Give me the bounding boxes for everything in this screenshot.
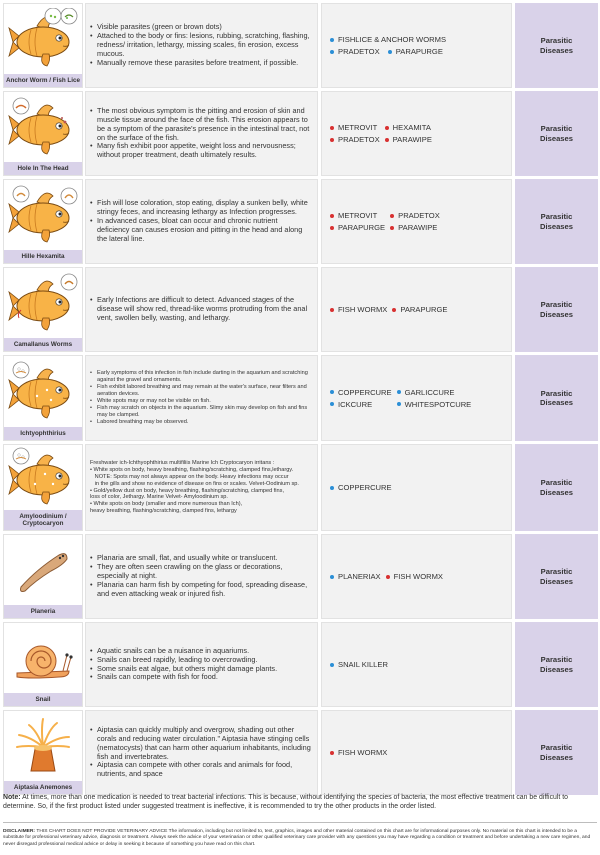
medication-name: PARAPURGE — [395, 47, 443, 56]
bullet-dot-icon — [397, 402, 401, 406]
medications-cell — [321, 91, 512, 176]
medication-name: HEXAMITA — [392, 123, 431, 132]
medication-name: FISH WORMX — [393, 572, 443, 581]
medication-item — [390, 211, 440, 220]
medication-item — [386, 572, 443, 581]
symptom-item: • Labored breathing may be observed. — [90, 419, 311, 426]
medication-name: PRADETOX — [338, 47, 380, 56]
disease-image-cell — [3, 444, 83, 531]
disease-image-cell — [3, 355, 83, 441]
medication-item — [330, 135, 380, 144]
medications-cell — [321, 622, 512, 707]
bullet-dot-icon — [397, 390, 401, 394]
medications-cell — [321, 710, 512, 795]
divider — [3, 822, 597, 823]
medication-item — [392, 305, 447, 314]
bullet-dot-icon — [330, 390, 334, 394]
symptom-item: • Early Infections are difficult to detect. Advanced stages of the disease will show red, thread-like worms protruding from the anal vent, swollen belly, wasting, and lethargy. — [90, 296, 311, 323]
disclaimer-paragraph: DISCLAIMER: THIS CHART DOES NOT PROVIDE VETERINARY ADVICE The information, including but not limited to, text, graphics, images and other material contained on this chart are for informational purposes only. No material on this chart is intended to be a substitute for professional veterinary advice, diagnosis or treatment. Always seek the advice of your veterinarian or other qualified veterinary care provider with any questions you may have regarding a condition or treatment and before undertaking a new care regimen, and never disregard professional medical advice or delay in seeking it because of something you have read on this chart. — [3, 829, 591, 847]
disease-name: Planeria — [4, 605, 82, 618]
bullet-dot-icon — [388, 50, 392, 54]
medication-name: METROVIT — [338, 123, 378, 132]
symptoms-cell — [85, 710, 318, 795]
symptom-line: • Gold/yellow dust on body, heavy breathing, flashing/scratching, clamped fins, — [90, 487, 285, 494]
bullet-dot-icon — [392, 308, 396, 312]
medication-item — [397, 400, 472, 409]
symptom-item: • In advanced cases, bloat can occur and chronic nutrient deficiency can causes erosion and pitting in the head and along the lateral line. — [90, 217, 311, 244]
category-label: Parasitic Diseases — [515, 355, 598, 441]
category-label: Parasitic Diseases — [515, 3, 598, 88]
symptoms-cell — [85, 267, 318, 352]
fish-velvet-icon — [4, 445, 82, 510]
medication-name: PLANERIAX — [338, 572, 381, 581]
category-label: Parasitic Diseases — [515, 534, 598, 619]
fish-hexamita-icon — [4, 180, 82, 250]
medications-cell — [321, 355, 512, 441]
medications-cell — [321, 534, 512, 619]
symptoms-cell — [85, 534, 318, 619]
disease-name: Camallanus Worms — [4, 338, 82, 351]
medication-name: PRADETOX — [398, 211, 440, 220]
fish-hole-in-head-icon — [4, 92, 82, 162]
medications-cell — [321, 444, 512, 531]
table-row — [3, 710, 600, 795]
symptom-item: • Fish will lose coloration, stop eating, display a sunken belly, white stringy feces, and increasing lethargy as Infection progresses. — [90, 199, 311, 217]
table-row — [3, 534, 600, 619]
symptoms-cell — [85, 622, 318, 707]
bullet-dot-icon — [390, 226, 394, 230]
medication-item — [385, 135, 432, 144]
symptoms-cell — [85, 444, 318, 531]
table-row — [3, 91, 600, 176]
category-label: Parasitic Diseases — [515, 710, 598, 795]
medication-item — [330, 483, 392, 492]
medication-name: ICKCURE — [338, 399, 373, 409]
planaria-worm-icon — [4, 535, 82, 605]
bullet-dot-icon — [330, 126, 334, 130]
table-row — [3, 622, 600, 707]
symptom-item: • Fish exhibit labored breathing and may remain at the water's surface, near filters and aeration devices. — [90, 384, 311, 398]
symptom-item: • Planaria can harm fish by competing for food, spreading disease, and even attacking weak or injured fish. — [90, 581, 311, 599]
symptom-item: • Manually remove these parasites before treatment, if possible. — [90, 59, 311, 68]
symptom-item: • Early symptoms of this infection in fish include darting in the aquarium and scratching against the gravel and ornaments. — [90, 370, 311, 384]
disease-name: Snail — [4, 693, 82, 706]
medication-item — [330, 305, 387, 314]
symptom-item: • Some snails eat algae, but others might damage plants. — [90, 665, 277, 674]
disease-name: Anchor Worm / Fish Lice — [4, 74, 82, 87]
category-label: Parasitic Diseases — [515, 622, 598, 707]
disease-table — [3, 3, 600, 798]
medication-item — [390, 223, 440, 232]
table-row — [3, 355, 600, 441]
table-row — [3, 179, 600, 264]
category-label: Parasitic Diseases — [515, 179, 598, 264]
symptom-item: • Planaria are small, flat, and usually white or translucent. — [90, 554, 311, 563]
medication-item — [330, 47, 383, 56]
symptom-line: heavy breathing, flashing/scratching, clamped fins, lethargy — [90, 508, 237, 515]
medication-item — [330, 400, 392, 409]
bullet-dot-icon — [330, 214, 334, 218]
symptom-item: • The most obvious symptom is the pitting and erosion of skin and muscle tissue around the face of the fish. This erosion appears to be a symptom of the parasite's presence in the intestinal tract, not on the surface of the fish. — [90, 107, 311, 143]
symptom-item: • Visible parasites (green or brown dots) — [90, 23, 311, 32]
symptom-item: • Snails can breed rapidly, leading to overcrowding. — [90, 656, 277, 665]
table-row — [3, 444, 600, 531]
symptom-item: • Aquatic snails can be a nuisance in aquariums. — [90, 647, 277, 656]
symptom-line: • White spots on body (smaller and more numerous than Ich), — [90, 501, 243, 508]
table-row — [3, 267, 600, 352]
medication-item — [330, 35, 446, 44]
fish-ich-icon — [4, 356, 82, 427]
disease-image-cell — [3, 534, 83, 619]
medication-name: FISHLICE & ANCHOR WORMS — [338, 35, 447, 44]
symptom-item: • Fish may scratch on objects in the aquarium. Slimy skin may develop on fish and fins may be clamped. — [90, 405, 311, 419]
bullet-dot-icon — [330, 50, 334, 54]
medication-name: SNAIL KILLER — [338, 660, 388, 669]
fish-with-parasite-icon — [4, 4, 82, 74]
bullet-dot-icon — [386, 575, 390, 579]
medication-item — [330, 388, 392, 397]
medications-cell — [321, 3, 512, 88]
medication-item — [330, 223, 385, 232]
disease-name: Hille Hexamita — [4, 250, 82, 263]
medication-item — [330, 572, 381, 581]
symptom-item: • Snails can compete with fish for food. — [90, 673, 277, 682]
medication-item — [330, 660, 388, 669]
medication-name: GARLICCURE — [404, 387, 455, 397]
disease-image-cell — [3, 3, 83, 88]
symptom-line: • White spots on body, heavy breathing, flashing/scratching, clamped fins,lethargy. — [90, 466, 294, 473]
table-row — [3, 3, 600, 88]
medication-name: PARAWIPE — [392, 135, 432, 144]
medication-name: COPPERCURE — [338, 387, 392, 397]
bullet-dot-icon — [330, 308, 334, 312]
bullet-dot-icon — [385, 126, 389, 130]
symptoms-cell — [85, 179, 318, 264]
medications-cell — [321, 267, 512, 352]
medication-name: PARAWIPE — [398, 223, 438, 232]
disease-image-cell — [3, 710, 83, 795]
symptom-item: • Aiptasia can compete with other corals and animals for food, nutrients, and space — [90, 761, 311, 779]
medication-item — [388, 47, 446, 56]
medication-name: PARAPURGE — [338, 223, 386, 232]
medication-item — [385, 123, 432, 132]
medication-item — [330, 748, 387, 757]
medication-name: METROVIT — [338, 211, 378, 220]
symptom-line: Freshwater ich-Ichthyophthirius multifiliis Marine Ich Cryptocaryon irritans : — [90, 459, 275, 466]
bullet-dot-icon — [330, 402, 334, 406]
symptom-item: • White spots may or may not be visible on fish. — [90, 398, 311, 405]
symptom-line: NOTE: Spots may not always appear on the body. Heavy infections may occur — [90, 473, 289, 480]
disease-name: Amyloodinium / Cryptocaryon — [4, 510, 82, 530]
bullet-dot-icon — [330, 226, 334, 230]
bullet-dot-icon — [330, 486, 334, 490]
disease-name: Hole In The Head — [4, 162, 82, 175]
bullet-dot-icon — [330, 575, 334, 579]
medication-name: FISH WORMX — [338, 748, 388, 757]
medication-item — [397, 388, 472, 397]
aiptasia-anemone-icon — [4, 711, 82, 781]
disease-name: Ichtyophthirius — [4, 427, 82, 440]
bullet-dot-icon — [330, 138, 334, 142]
disease-image-cell — [3, 91, 83, 176]
bullet-dot-icon — [330, 38, 334, 42]
medication-name: PARAPURGE — [400, 305, 448, 314]
symptom-line: loss of color, Jethargy. Marine Velvet- Amyloodinium sp. — [90, 494, 228, 501]
disease-image-cell — [3, 622, 83, 707]
category-label: Parasitic Diseases — [515, 91, 598, 176]
medication-name: FISH WORMX — [338, 305, 388, 314]
fish-camallanus-icon — [4, 268, 82, 338]
medications-cell — [321, 179, 512, 264]
symptom-item: • They are often seen crawling on the glass or decorations, especially at night. — [90, 563, 311, 581]
bullet-dot-icon — [330, 751, 334, 755]
symptoms-cell — [85, 3, 318, 88]
bullet-dot-icon — [390, 214, 394, 218]
medication-item — [330, 123, 380, 132]
medication-item — [330, 211, 385, 220]
medication-name: COPPERCURE — [338, 483, 392, 492]
bullet-dot-icon — [385, 138, 389, 142]
symptoms-cell — [85, 91, 318, 176]
medication-name: WHITESPOTCURE — [404, 399, 472, 409]
category-label: Parasitic Diseases — [515, 444, 598, 531]
disease-name: Aiptasia Anemones — [4, 781, 82, 794]
symptom-line: in the gills and show no evidence of disease on fins or scales. Velvet-Oodinium sp. — [90, 480, 299, 487]
bullet-dot-icon — [330, 663, 334, 667]
symptoms-cell — [85, 355, 318, 441]
category-label: Parasitic Diseases — [515, 267, 598, 352]
note-paragraph: Note: At times, more than one medication is needed to treat bacterial infections. This is because, without identifying the species of bacteria, the most effective treatment can be difficult to determine. So, if the first product listed under suggested treatment is ineffective, it is recommended to try the other products in the order listed. — [3, 794, 568, 810]
symptom-item: • Aiptasia can quickly multiply and overgrow, shading out other corals and reducing water circulation." Aiptasia have stinging cells (nematocysts) that can harm other aquarium inhabitants, including fish and invertebrates. — [90, 726, 311, 762]
snail-icon — [4, 623, 82, 693]
disease-image-cell — [3, 267, 83, 352]
symptom-item: • Many fish exhibit poor appetite, weight loss and nervousness; without proper treatment, death ultimately results. — [90, 142, 311, 160]
symptom-item: • Attached to the body or fins: lesions, rubbing, scratching, flashing, redness/ irritation, lethargy, missing scales, fin erosion, excess mucous. — [90, 32, 311, 59]
medication-name: PRADETOX — [338, 135, 380, 144]
disease-image-cell — [3, 179, 83, 264]
